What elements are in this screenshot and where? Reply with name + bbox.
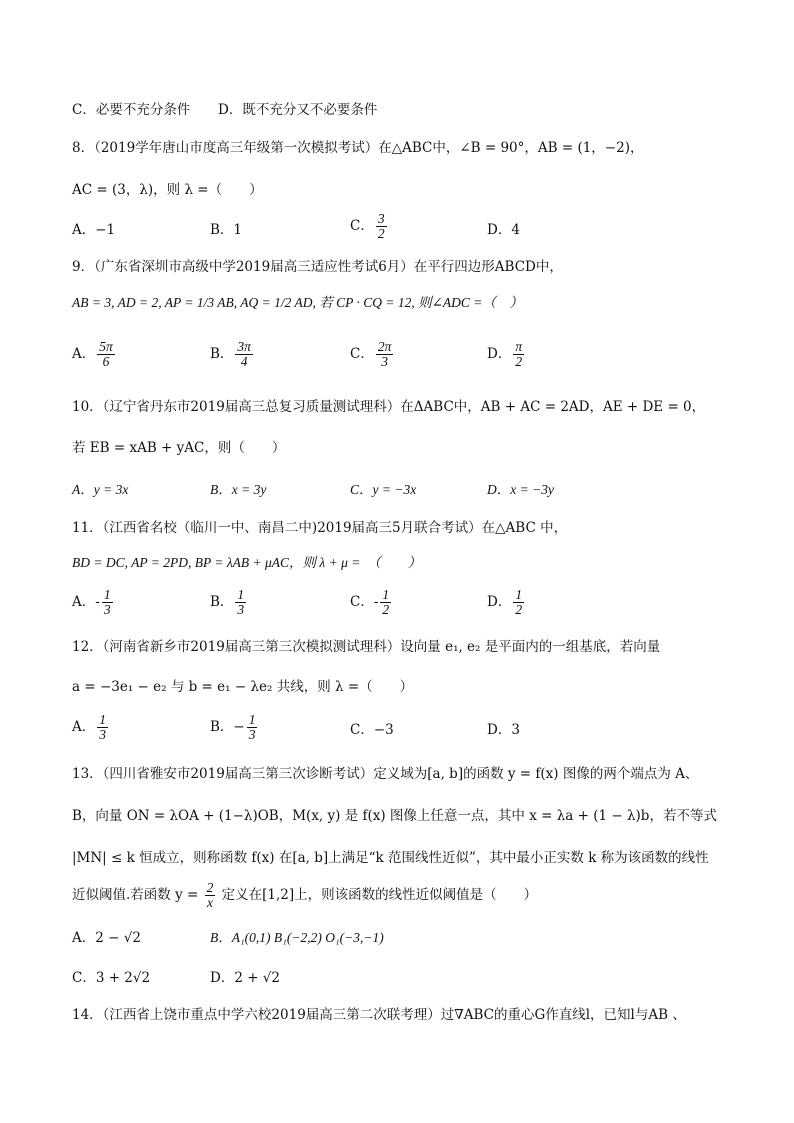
- q13-stem-line1: 13．（四川省雅安市2019届高三第三次诊断考试）定义域为[a, b]的函数 y = f(x) 图像的两个端点为 A、: [72, 766, 699, 782]
- q9-stem-line1: 9．（广东省深圳市高级中学2019届高三适应性考试6月）在平行四边形ABCD中，: [72, 259, 563, 275]
- q12-option-b: B．− $\frac{1}{3}$: [210, 712, 256, 742]
- q13-option-b: B．A₁(0,1) B₁(−2,2) O₁(−3,−1): [210, 930, 384, 945]
- q8-stem-line1: 8．（2019学年唐山市度高三年级第一次模拟考试）在△ABC中，∠B = 90°，AB = (1，−2)，: [72, 140, 644, 156]
- q11-option-c: C．- $\frac{1}{2}$: [350, 587, 390, 617]
- q13-stem-line3: |MN| ≤ k 恒成立，则称函数 f(x) 在[a, b]上满足“k 范围线性近似”，其中最小正实数 k 称为该函数的线性: [72, 850, 709, 866]
- q14-stem-line1: 14．（江西省上饶市重点中学六校2019届高三第二次联考理）过∇ABC的重心G作直线l，已知l与AB 、: [72, 1007, 686, 1023]
- q13-stem-line4: 近似阈值.若函数 y = $\frac{2}{x}$ 定义在[1,2]上，则该函数的线性近似阈值是（ ）: [72, 880, 538, 910]
- q11-option-d: D． $\frac{1}{2}$: [487, 587, 523, 617]
- option-c: C．必要不充分条件: [72, 102, 191, 118]
- q12-option-c: C．−3: [350, 722, 394, 738]
- q10-option-d: D．x = −3y: [487, 482, 554, 497]
- q8-option-c-fraction: $\frac{3}{2}$: [377, 211, 385, 241]
- q11-stem-line1: 11．（江西省名校（临川一中、南昌二中)2019届高三5月联合考试）在△ABC 中，: [72, 520, 568, 536]
- option-d: D．既不充分又不必要条件: [218, 102, 378, 118]
- q13-option-c: C．3 + 2√2: [72, 970, 151, 986]
- q10-option-a: A．y = 3x: [72, 482, 129, 497]
- q9-option-c: C． $\frac{2\pi}{3}$: [350, 339, 392, 369]
- q13-function-fraction: $\frac{2}{x}$: [206, 880, 214, 910]
- q8-stem-line2: AC = (3，λ)，则 λ =（ ）: [72, 182, 263, 198]
- q9-stem-line2: AB = 3, AD = 2, AP = 1/3 AB, AQ = 1/2 AD, 若 CP · CQ = 12, 则∠ADC =（ ）: [72, 295, 523, 310]
- q12-option-d: D．3: [487, 722, 520, 738]
- q13-option-d: D．2 + √2: [210, 970, 280, 986]
- q10-stem-line2: 若 EB = xAB + yAC，则（ ）: [72, 440, 286, 456]
- q8-option-a: A．−1: [72, 222, 116, 238]
- q11-option-a: A．- $\frac{1}{3}$: [72, 587, 111, 617]
- q12-option-a: A． $\frac{1}{3}$: [72, 712, 106, 742]
- q8-option-b: B．1: [210, 222, 243, 238]
- q13-option-a: A．2 − √2: [72, 930, 141, 946]
- q9-option-d: D． $\frac{\pi}{2}$: [487, 339, 523, 369]
- q11-option-b: B． $\frac{1}{3}$: [210, 587, 245, 617]
- q12-stem-line1: 12．（河南省新乡市2019届高三第三次模拟测试理科）设向量 e₁, e₂ 是平面内的一组基底，若向量: [72, 639, 661, 655]
- q10-option-b: B．x = 3y: [210, 482, 267, 497]
- q8-option-c: C． $\frac{3}{2}$: [350, 211, 385, 241]
- q12-stem-line2: a = −3e₁ − e₂ 与 b = e₁ − λe₂ 共线，则 λ =（ ）: [72, 679, 414, 695]
- q13-stem-line2: B，向量 ON = λOA + (1−λ)OB，M(x, y) 是 f(x) 图像上任意一点，其中 x = λa + (1 − λ)b，若不等式: [72, 808, 717, 824]
- q10-stem-line1: 10．（辽宁省丹东市2019届高三总复习质量测试理科）在ΔABC中，AB + AC = 2AD，AE + DE = 0，: [72, 399, 706, 415]
- q10-option-c: C．y = −3x: [350, 482, 417, 497]
- q8-option-d: D．4: [487, 222, 520, 238]
- q9-option-b: B． $\frac{3\pi}{4}$: [210, 339, 251, 369]
- q11-stem-line2: BD = DC, AP = 2PD, BP = λAB + μAC，则 λ + μ = （ ）: [72, 555, 422, 570]
- q9-option-a: A． $\frac{5\pi}{6}$: [72, 339, 113, 369]
